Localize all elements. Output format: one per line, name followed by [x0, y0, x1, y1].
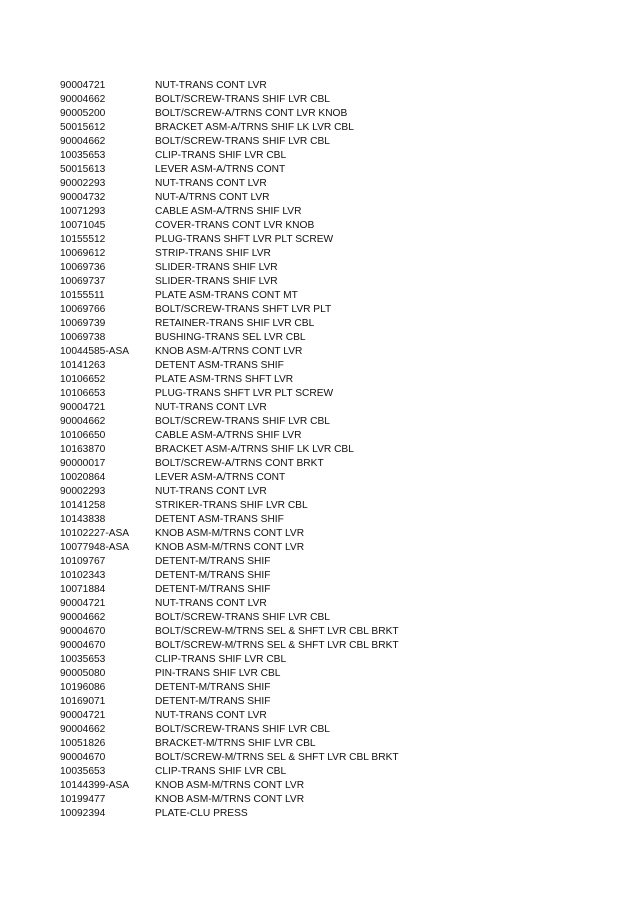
table-row — [60, 709, 420, 723]
part-description-cell: DETENT-M/TRANS SHIF — [155, 682, 271, 693]
part-description-cell: PIN-TRANS SHIF LVR CBL — [155, 668, 281, 679]
part-number-cell: 10163870 — [60, 444, 106, 455]
part-number-cell: 10196086 — [60, 682, 106, 693]
part-description-cell: KNOB ASM-M/TRNS CONT LVR — [155, 528, 305, 539]
part-number-cell: 90004721 — [60, 80, 106, 91]
part-number-cell: 10035653 — [60, 654, 106, 665]
table-row — [60, 611, 420, 625]
table-row — [60, 569, 420, 583]
table-row — [60, 79, 420, 93]
table-row — [60, 135, 420, 149]
part-number-cell: 10069612 — [60, 248, 106, 259]
part-description-cell: CLIP-TRANS SHIF LVR CBL — [155, 150, 287, 161]
part-description-cell: DETENT-M/TRANS SHIF — [155, 584, 271, 595]
part-number-cell: 90004662 — [60, 416, 106, 427]
table-row — [60, 205, 420, 219]
table-row — [60, 275, 420, 289]
part-number-cell: 10155512 — [60, 234, 106, 245]
part-number-cell: 90005080 — [60, 668, 106, 679]
part-number-cell: 10077948-ASA — [60, 542, 130, 553]
table-row — [60, 331, 420, 345]
part-number-cell: 90004721 — [60, 710, 106, 721]
part-number-cell: 10169071 — [60, 696, 106, 707]
table-row — [60, 107, 420, 121]
table-row — [60, 121, 420, 135]
part-description-cell: CLIP-TRANS SHIF LVR CBL — [155, 654, 287, 665]
table-row — [60, 387, 420, 401]
part-number-cell: 10141258 — [60, 500, 106, 511]
part-number-cell: 10199477 — [60, 794, 106, 805]
table-row — [60, 793, 420, 807]
part-number-cell: 10109767 — [60, 556, 106, 567]
table-row — [60, 177, 420, 191]
table-row — [60, 443, 420, 457]
part-description-cell: BOLT/SCREW-TRANS SHIF LVR CBL — [155, 94, 330, 105]
part-number-cell: 10106652 — [60, 374, 106, 385]
part-number-cell: 10069738 — [60, 332, 106, 343]
part-description-cell: PLATE ASM-TRNS SHFT LVR — [155, 374, 294, 385]
table-row — [60, 527, 420, 541]
table-row — [60, 625, 420, 639]
table-row — [60, 401, 420, 415]
part-number-cell: 10106650 — [60, 430, 106, 441]
part-description-cell: BOLT/SCREW-TRANS SHIF LVR CBL — [155, 416, 330, 427]
part-number-cell: 90004721 — [60, 402, 106, 413]
table-row — [60, 499, 420, 513]
part-description-cell: KNOB ASM-M/TRNS CONT LVR — [155, 794, 305, 805]
part-description-cell: LEVER ASM-A/TRNS CONT — [155, 164, 286, 175]
part-number-cell: 90000017 — [60, 458, 106, 469]
part-description-cell: KNOB ASM-M/TRNS CONT LVR — [155, 780, 305, 791]
table-row — [60, 149, 420, 163]
part-number-cell: 10071045 — [60, 220, 106, 231]
table-row — [60, 639, 420, 653]
part-description-cell: BOLT/SCREW-TRANS SHFT LVR PLT — [155, 304, 332, 315]
part-description-cell: BOLT/SCREW-TRANS SHIF LVR CBL — [155, 136, 330, 147]
part-description-cell: BOLT/SCREW-A/TRNS CONT LVR KNOB — [155, 108, 348, 119]
part-number-cell: 90004662 — [60, 94, 106, 105]
part-number-cell: 10020864 — [60, 472, 106, 483]
part-number-cell: 90002293 — [60, 178, 106, 189]
part-description-cell: LEVER ASM-A/TRNS CONT — [155, 472, 286, 483]
part-description-cell: NUT-TRANS CONT LVR — [155, 402, 267, 413]
part-description-cell: STRIP-TRANS SHIF LVR — [155, 248, 271, 259]
table-row — [60, 723, 420, 737]
part-number-cell: 90004721 — [60, 598, 106, 609]
part-description-cell: RETAINER-TRANS SHIF LVR CBL — [155, 318, 315, 329]
part-description-cell: CABLE ASM-A/TRNS SHIF LVR — [155, 430, 302, 441]
table-row — [60, 261, 420, 275]
part-description-cell: BOLT/SCREW-TRANS SHIF LVR CBL — [155, 724, 330, 735]
part-description-cell: BOLT/SCREW-M/TRNS SEL & SHFT LVR CBL BRKT — [155, 626, 399, 637]
part-description-cell: CABLE ASM-A/TRNS SHIF LVR — [155, 206, 302, 217]
table-row — [60, 471, 420, 485]
table-row — [60, 541, 420, 555]
part-number-cell: 10035653 — [60, 766, 106, 777]
table-row — [60, 373, 420, 387]
part-description-cell: PLUG-TRANS SHFT LVR PLT SCREW — [155, 234, 334, 245]
part-description-cell: PLATE ASM-TRANS CONT MT — [155, 290, 298, 301]
part-description-cell: DETENT ASM-TRANS SHIF — [155, 514, 284, 525]
part-number-cell: 90004732 — [60, 192, 106, 203]
part-description-cell: KNOB ASM-M/TRNS CONT LVR — [155, 542, 305, 553]
part-number-cell: 90004670 — [60, 752, 106, 763]
part-number-cell: 10102343 — [60, 570, 106, 581]
part-number-cell: 10051826 — [60, 738, 106, 749]
table-row — [60, 247, 420, 261]
part-number-cell: 90004670 — [60, 640, 106, 651]
part-description-cell: PLATE-CLU PRESS — [155, 808, 248, 819]
part-number-cell: 90004670 — [60, 626, 106, 637]
part-number-cell: 10102227-ASA — [60, 528, 130, 539]
part-description-cell: NUT-A/TRNS CONT LVR — [155, 192, 270, 203]
part-number-cell: 10144399-ASA — [60, 780, 130, 791]
part-number-cell: 90002293 — [60, 486, 106, 497]
part-description-cell: NUT-TRANS CONT LVR — [155, 178, 267, 189]
table-row — [60, 695, 420, 709]
table-row — [60, 191, 420, 205]
part-description-cell: COVER-TRANS CONT LVR KNOB — [155, 220, 315, 231]
part-number-cell: 50015613 — [60, 164, 106, 175]
part-number-cell: 90004662 — [60, 612, 106, 623]
table-row — [60, 513, 420, 527]
table-row — [60, 303, 420, 317]
part-description-cell: DETENT-M/TRANS SHIF — [155, 556, 271, 567]
table-row — [60, 359, 420, 373]
part-number-cell: 90004662 — [60, 724, 106, 735]
part-description-cell: BOLT/SCREW-A/TRNS CONT BRKT — [155, 458, 324, 469]
part-description-cell: BOLT/SCREW-M/TRNS SEL & SHFT LVR CBL BRKT — [155, 640, 399, 651]
part-number-cell: 10035653 — [60, 150, 106, 161]
part-number-cell: 10069766 — [60, 304, 106, 315]
table-row — [60, 317, 420, 331]
parts-table-body — [60, 79, 420, 821]
part-description-cell: NUT-TRANS CONT LVR — [155, 80, 267, 91]
part-description-cell: BRACKET-M/TRNS SHIF LVR CBL — [155, 738, 316, 749]
part-description-cell: BOLT/SCREW-TRANS SHIF LVR CBL — [155, 612, 330, 623]
part-description-cell: PLUG-TRANS SHFT LVR PLT SCREW — [155, 388, 334, 399]
part-description-cell: BOLT/SCREW-M/TRNS SEL & SHFT LVR CBL BRKT — [155, 752, 399, 763]
part-description-cell: NUT-TRANS CONT LVR — [155, 598, 267, 609]
part-description-cell: KNOB ASM-A/TRNS CONT LVR — [155, 346, 303, 357]
table-row — [60, 289, 420, 303]
part-number-cell: 10069739 — [60, 318, 106, 329]
table-row — [60, 485, 420, 499]
parts-table — [60, 79, 420, 821]
part-number-cell: 10071884 — [60, 584, 106, 595]
table-row — [60, 457, 420, 471]
part-number-cell: 10069737 — [60, 276, 106, 287]
table-row — [60, 765, 420, 779]
table-row — [60, 737, 420, 751]
part-description-cell: SLIDER-TRANS SHIF LVR — [155, 262, 278, 273]
part-number-cell: 10071293 — [60, 206, 106, 217]
table-row — [60, 681, 420, 695]
table-row — [60, 93, 420, 107]
table-row — [60, 667, 420, 681]
part-description-cell: DETENT-M/TRANS SHIF — [155, 570, 271, 581]
table-row — [60, 429, 420, 443]
part-description-cell: NUT-TRANS CONT LVR — [155, 486, 267, 497]
part-description-cell: BRACKET ASM-A/TRNS SHIF LK LVR CBL — [155, 122, 354, 133]
table-row — [60, 751, 420, 765]
table-row — [60, 653, 420, 667]
table-row — [60, 415, 420, 429]
table-row — [60, 807, 420, 821]
table-row — [60, 233, 420, 247]
part-description-cell: CLIP-TRANS SHIF LVR CBL — [155, 766, 287, 777]
part-description-cell: SLIDER-TRANS SHIF LVR — [155, 276, 278, 287]
part-number-cell: 90004662 — [60, 136, 106, 147]
part-number-cell: 10143838 — [60, 514, 106, 525]
part-description-cell: STRIKER-TRANS SHIF LVR CBL — [155, 500, 308, 511]
table-row — [60, 345, 420, 359]
part-number-cell: 10092394 — [60, 808, 106, 819]
table-row — [60, 555, 420, 569]
part-description-cell: DETENT ASM-TRANS SHIF — [155, 360, 284, 371]
part-number-cell: 10069736 — [60, 262, 106, 273]
part-number-cell: 10044585-ASA — [60, 346, 130, 357]
table-row — [60, 779, 420, 793]
part-number-cell: 90005200 — [60, 108, 106, 119]
part-description-cell: DETENT-M/TRANS SHIF — [155, 696, 271, 707]
part-number-cell: 10155511 — [60, 290, 105, 301]
part-description-cell: BRACKET ASM-A/TRNS SHIF LK LVR CBL — [155, 444, 354, 455]
table-row — [60, 583, 420, 597]
table-row — [60, 597, 420, 611]
table-row — [60, 163, 420, 177]
part-description-cell: NUT-TRANS CONT LVR — [155, 710, 267, 721]
part-description-cell: BUSHING-TRANS SEL LVR CBL — [155, 332, 306, 343]
part-number-cell: 50015612 — [60, 122, 106, 133]
part-number-cell: 10106653 — [60, 388, 106, 399]
table-row — [60, 219, 420, 233]
part-number-cell: 10141263 — [60, 360, 106, 371]
